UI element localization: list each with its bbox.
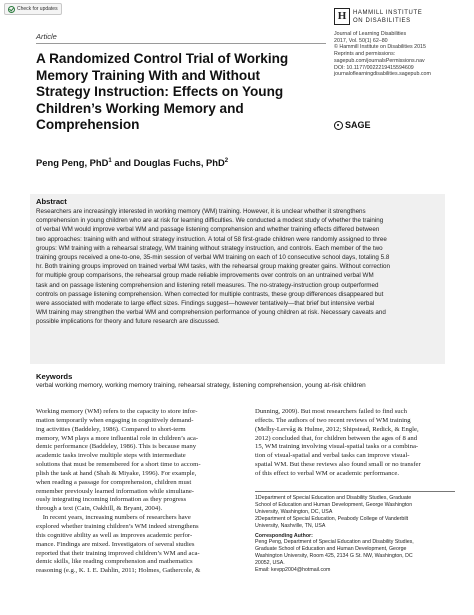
- body-line: this cognitive ability as well as improves academic perfor-: [36, 531, 193, 539]
- article-type-label: Article: [36, 32, 57, 41]
- body-line: reasoning (e.g., K. I. E. Dahlin, 2011; Holmes, Gathercole, &: [36, 567, 201, 575]
- body-line: ously integrating incoming information as they progress: [36, 496, 187, 504]
- affiliation-line: 2Department of Special Education, Peabody College of Vanderbilt: [255, 515, 409, 522]
- header-divider: [36, 43, 326, 44]
- journal-volume: 2017, Vol. 50(1) 62–80: [334, 37, 388, 44]
- corresponding-author-line: Peng Peng, Department of Special Education and Disability Studies,: [255, 539, 414, 546]
- sage-logo-text: SAGE: [345, 120, 371, 130]
- title-line: A Randomized Control Trial of Working: [36, 51, 289, 66]
- journal-info: [334, 31, 454, 78]
- body-line: explored whether training children’s WM indeed strengthens: [36, 522, 199, 530]
- abstract-line: two approaches: training with and without strategy instruction. A total of 58 first-grade children were randomly assigned to three: [36, 235, 387, 243]
- check-circle-icon: [8, 6, 15, 13]
- publisher-mark-icon: H: [334, 8, 350, 25]
- publisher-name-line1: HAMMILL INSTITUTE: [353, 10, 423, 16]
- abstract-line: training groups received a one-to-one, 35-min session of verbal WM training on each of 10 consecutive school days, totaling 5.8: [36, 254, 390, 262]
- journal-copyright: © Hammill Institute on Disabilities 2015: [334, 44, 426, 51]
- corresponding-author-line: 20052, USA.: [255, 560, 285, 567]
- body-line: mation temporarily when engaging in cognitively demand-: [36, 416, 194, 424]
- body-line: Working memory (WM) refers to the capacity to store infor-: [36, 408, 198, 415]
- body-line: ing activities (Baddeley, 1986). Compared to short-term: [36, 425, 186, 433]
- affiliation-line: School of Education and Human Development, George Washington: [255, 501, 413, 508]
- body-line: demic skills, like reading comprehension and mathematics: [36, 558, 193, 566]
- body-line: spatial WM. But these reviews also found small or no transfer: [255, 461, 421, 469]
- corresponding-author-heading: Corresponding Author:: [255, 532, 313, 539]
- affiliation-line: 1Department of Special Education and Disability Studies, Graduate: [255, 495, 412, 501]
- journal-doi[interactable]: DOI: 10.1177/0022219415594609: [334, 64, 414, 71]
- body-line: plish the task at hand (Shah & Miyake, 1996). For example,: [36, 469, 197, 477]
- affiliation-line: University, Nashville, TN, USA: [255, 522, 326, 529]
- author-name: Douglas Fuchs, PhD: [133, 157, 225, 168]
- abstract-line: hr. Both training groups improved on trained verbal WM tasks, with the rehearsal group making greater gains. Without correction: [36, 263, 390, 271]
- sage-logo: [334, 120, 371, 130]
- author-list: [36, 157, 228, 168]
- body-column-right: [255, 408, 455, 479]
- body-line: In recent years, increasing numbers of researchers have: [36, 514, 191, 522]
- body-line: remember previously learned information while simultane-: [36, 487, 195, 495]
- body-column-left: [36, 408, 236, 576]
- body-line: mance. Findings are mixed. Investigators of several studies: [36, 540, 195, 548]
- author-conjunction: and: [111, 157, 134, 168]
- abstract-body: [36, 207, 441, 327]
- title-line: Strategy Instruction: Effects on Young: [36, 84, 284, 100]
- article-title: [36, 51, 326, 134]
- journal-website-link[interactable]: journaloflearningdisabilities.sagepub.com: [334, 71, 431, 78]
- abstract-line: task and on passage listening comprehension and listening retell measures. The no-strategy-instruction group outperformed: [36, 281, 379, 289]
- body-line: (Melby-Lervåg & Hulme, 2012; Shipstead, Redick, & Engle,: [255, 425, 419, 433]
- body-line: 2012) concluded that, for children between the ages of 8 and: [255, 434, 418, 442]
- abstract-line: Researchers are increasingly interested in working memory (WM) training. However, it is unclear whether it strengthens: [36, 208, 366, 215]
- author-name: Peng Peng, PhD: [36, 157, 109, 168]
- title-line: Memory Training With and Without: [36, 67, 261, 83]
- body-line: academic tasks involve multiple steps with intermediate: [36, 452, 186, 460]
- check-for-updates-button[interactable]: [4, 3, 62, 15]
- corresponding-author-line: Graduate School of Education and Human Development, George: [255, 546, 407, 553]
- abstract-line: groups: WM training with a rehearsal strategy, WM training without strategy instruction, and controls. Each member of the two: [36, 244, 383, 252]
- body-line: memory, WM plays a more influential role in children’s aca-: [36, 434, 199, 442]
- keywords-list: verbal working memory, working memory training, rehearsal strategy, listening comprehension, young at-risk children: [36, 382, 366, 389]
- abstract-heading: Abstract: [36, 197, 67, 206]
- author-affiliation-marker: 1: [108, 157, 112, 164]
- title-line: Children’s Working Memory and: [36, 100, 244, 116]
- keywords-heading: Keywords: [36, 372, 73, 381]
- body-line: when reading a passage for comprehension, children must: [36, 478, 192, 486]
- journal-permissions-link[interactable]: sagepub.com/journalsPermissions.nav: [334, 57, 425, 64]
- check-for-updates-label: Check for updates: [17, 6, 58, 12]
- corresponding-author-email[interactable]: Email: kevpp2004@hotmail.com: [255, 567, 331, 574]
- abstract-line: controls on passage listening comprehension. When corrected for multiple contrasts, these group differences disappeared but: [36, 290, 384, 298]
- body-line: tion of visual-spatial and verbal tasks can improve visual-: [255, 452, 410, 460]
- body-line: reported that their training improved children’s WM and aca-: [36, 549, 200, 557]
- abstract-line: for multiple group comparisons, the rehearsal group made reliable improvements over controls on an untrained verbal WM: [36, 272, 374, 280]
- body-line: demic performance (Baddeley, 1986). This is because many: [36, 443, 197, 451]
- body-line: effects. The authors of two recent reviews of WM training: [255, 416, 411, 424]
- corresponding-author-line: Washington University, Room 425, 2134 G St. NW, Washington, DC: [255, 553, 413, 560]
- body-line: of this effect to verbal WM or academic performance.: [255, 469, 400, 477]
- body-line: 15, WM training involving visual-spatial tasks or a combina-: [255, 443, 419, 451]
- body-line: solutions that must be remembered for a short time to accom-: [36, 461, 201, 469]
- abstract-line: comprehension in young children who are at risk for learning difficulties. We conducted a modest study of whether the training: [36, 217, 384, 225]
- publisher-name-line2: ON DISABILITIES: [353, 18, 411, 24]
- sage-circle-icon: [334, 121, 343, 130]
- title-line: Comprehension: [36, 117, 140, 133]
- footnotes: [255, 495, 460, 574]
- abstract-line: WM training may strengthen the verbal WM and comprehension performance of young children at risk. Necessary caveats and: [36, 309, 386, 317]
- abstract-line: possible implications for theory and future research are discussed.: [36, 318, 220, 326]
- publisher-logo: [334, 6, 438, 28]
- footnote-divider: [255, 491, 455, 492]
- body-line: through a text (Cain, Oakhill, & Bryant, 2004).: [36, 505, 163, 513]
- abstract-line: were associated with moderate to large effect sizes. Findings suggest—however tentatively—that brief but intensive verbal: [36, 300, 375, 308]
- author-affiliation-marker: 2: [224, 157, 229, 164]
- body-line: Dunning, 2009). But most researchers failed to find such: [255, 408, 407, 415]
- abstract-line: of verbal WM would improve verbal WM and passage listening comprehension and whether training effects differed between: [36, 226, 380, 234]
- journal-reprints: Reprints and permissions:: [334, 51, 396, 58]
- journal-name: Journal of Learning Disabilities: [334, 31, 407, 37]
- affiliation-line: University, Washington, DC, USA: [255, 508, 333, 515]
